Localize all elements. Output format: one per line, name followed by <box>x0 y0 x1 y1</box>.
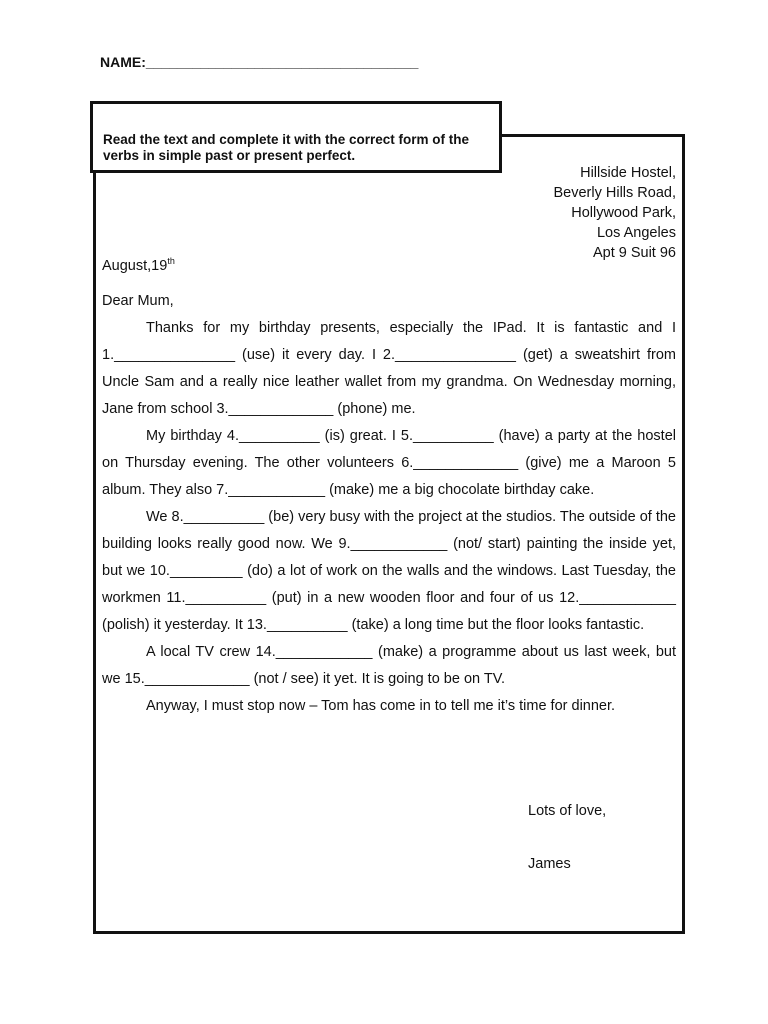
instructions-text: Read the text and complete it with the correct form of the verbs in simple past or present perfect. <box>103 132 470 163</box>
letter-date <box>102 256 175 274</box>
letter-closing: Lots of love, <box>528 803 607 819</box>
paragraph-3: We 8.__________ (be) very busy with the project at the studios. The outside of the building looks really good now. We 9.____________ (not/ start) painting the inside yet, but we 10._________ (do) a lot of work on the walls and the windows. Last Tuesday, the workmen 11.__________ (put) in a new wooden floor and four of us 12.____________ (polish) it yesterday. It 13.__________ (take) a long time but the floor looks fantastic. <box>102 509 676 633</box>
address-line: Los Angeles <box>596 225 676 241</box>
paragraph-2: My birthday 4.__________ (is) great. I 5.__________ (have) a party at the hostel on Thursday evening. The other volunteers 6._____________ (give) me a Maroon 5 album. They also 7.____________ (make) me a big chocolate birthday cake. <box>102 428 676 498</box>
instructions-box <box>90 101 502 173</box>
salutation: Dear Mum, <box>102 293 174 309</box>
address-line: Apt 9 Suit 96 <box>592 245 676 261</box>
name-field-label: NAME:___________________________________ <box>100 54 419 70</box>
address-block <box>554 163 677 263</box>
address-line: Hollywood Park, <box>571 205 676 221</box>
paragraph-1: Thanks for my birthday presents, especially the IPad. It is fantastic and I 1._______________ (use) it every day. I 2._______________ (get) a sweatshirt from Uncle Sam and a really nice leather wallet from my grandma. On Wednesday morning, Jane from school 3._____________ (phone) me. <box>102 320 676 417</box>
letter-body <box>102 288 676 720</box>
date-suffix: th <box>167 256 175 266</box>
date-text: August,19 <box>102 257 168 274</box>
paragraph-4: A local TV crew 14.____________ (make) a programme about us last week, but we 15._____________ (not / see) it yet. It is going to be on TV. <box>102 644 676 687</box>
paragraph-5: Anyway, I must stop now – Tom has come in to tell me it’s time for dinner. <box>146 698 616 714</box>
address-line: Beverly Hills Road, <box>553 185 676 201</box>
letter-signature: James <box>528 856 571 872</box>
address-line: Hillside Hostel, <box>580 165 676 181</box>
